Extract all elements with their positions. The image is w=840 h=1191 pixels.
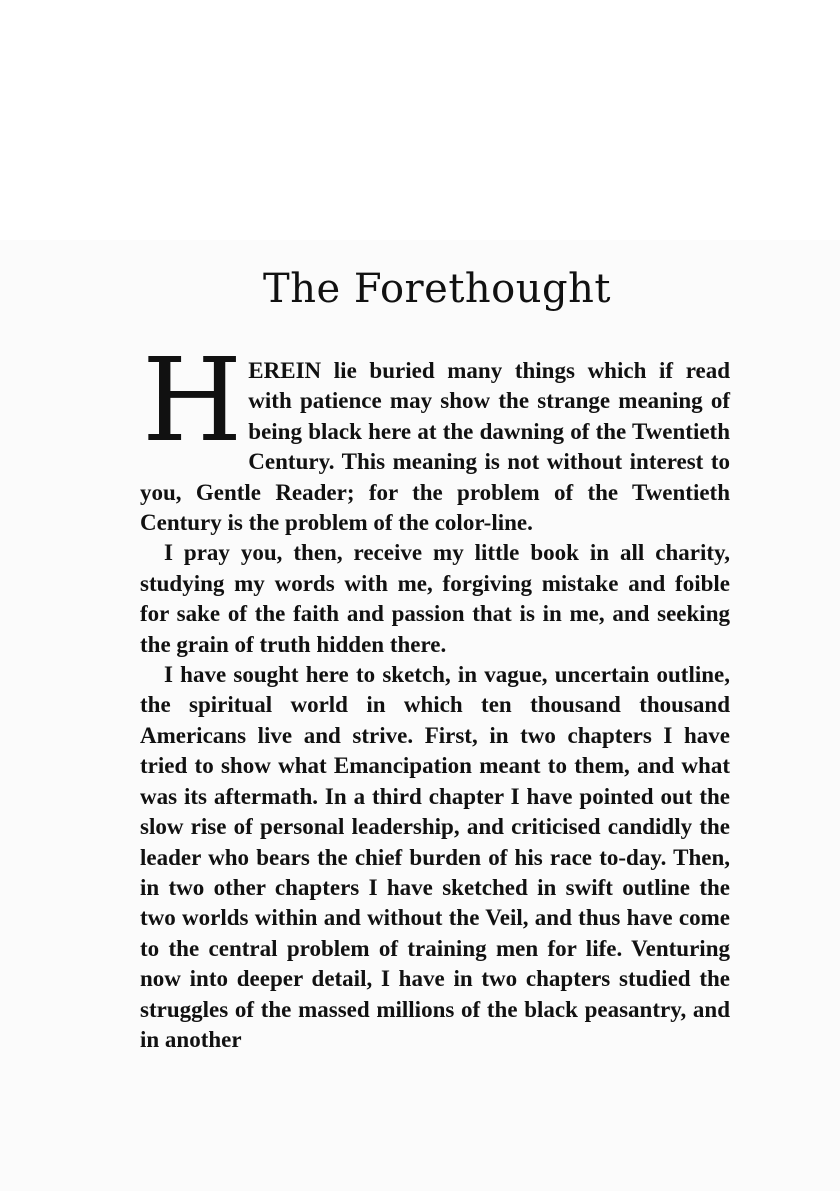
body-text xyxy=(140,334,730,1055)
drop-cap: H xyxy=(142,334,243,468)
paragraph-1 xyxy=(140,334,730,538)
paragraph-1-text: EREIN lie buried many things which if read with patience may show the strange meaning of being black here at the dawning of the Twentieth Century. This meaning is not without interest to you, Gentle Reader; for the problem of the Twentieth Century is the problem of the color-line. xyxy=(140,358,730,536)
paragraph-2: I pray you, then, receive my little book in all charity, studying my words with me, forgiving mistake and foible for sake of the faith and passion that is in me, and seeking the grain of truth hidden there. xyxy=(140,540,730,657)
page-title: The Forethought xyxy=(263,266,611,312)
paragraph-3: I have sought here to sketch, in vague, uncertain outline, the spiritual world in which ten thousand thousand Americans live and strive. First, in two chapters I have tried to show what Emancipation meant to them, and what was its aftermath. In a third chapter I have pointed out the slow rise of personal leadership, and criticised candidly the leader who bears the chief burden of his race to-day. Then, in two other chapters I have sketched in swift outline the two worlds within and without the Veil, and thus have come to the central problem of training men for life. Venturing now into deeper detail, I have in two chapters studied the struggles of the massed millions of the black peasantry, and in another xyxy=(140,662,730,1052)
